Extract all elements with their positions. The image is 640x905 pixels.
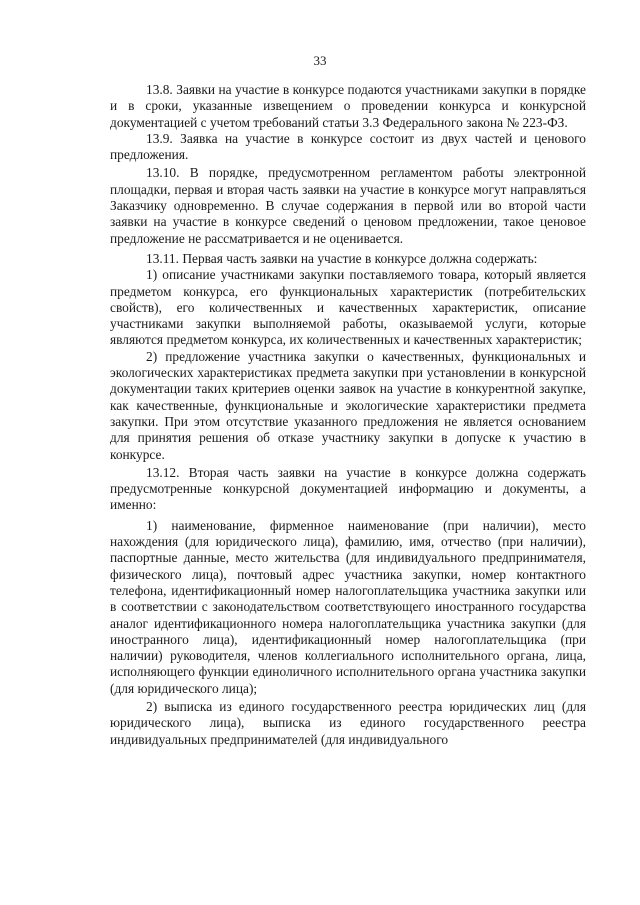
document-body [110,82,586,748]
paragraph-13-11: 13.11. Первая часть заявки на участие в конкурсе должна содержать: [146,250,538,266]
paragraph-13-10: 13.10. В порядке, предусмотренном регламентом работы электронной площадки, первая и вторая часть заявки на участие в конкурсе могут направляться Заказчику одновременно. В случае содержания в первой или во второй части заявки на участие в конкурсе сведений о ценовом предложении, такое ценовое предложение не рассматривается и не оценивается. [110,165,586,246]
paragraph-13-8: 13.8. Заявки на участие в конкурсе подаются участниками закупки в порядке и в сроки, указанные извещением о проведении конкурса и конкурсной документацией с учетом требований статьи 3.3 Федерального закона № 223-ФЗ. [110,82,586,130]
paragraph-13-12-item-2: 2) выписка из единого государственного реестра юридических лиц (для юридического лица), выписка из единого государственного реестра индивидуальных предпринимателей (для индивидуального [110,698,586,747]
paragraph-13-12-item-1: 1) наименование, фирменное наименование (при наличии), место нахождения (для юридического лица), фамилию, имя, отчество (при наличии), паспортные данные, место жительства (для индивидуального предпринимателя, физического лица), почтовый адрес участника закупки, номер контактного телефона, идентификационный номер налогоплательщика участника закупки или в соответствии с законодательством соответствующего иностранного государства аналог идентификационного номера налогоплательщика участника закупки (для иностранного лица), идентификационный номер налогоплательщика (при наличии) руководителя, членов коллегиального исполнительного органа, лица, исполняющего функции единоличного исполнительного органа участника закупки (для юридического лица); [110,517,586,696]
paragraph-13-9: 13.9. Заявка на участие в конкурсе состоит из двух частей и ценового предложения. [110,130,586,163]
paragraph-13-12: 13.12. Вторая часть заявки на участие в конкурсе должна содержать предусмотренные конкурсной документацией информацию и документы, а именно: [110,464,586,513]
paragraph-13-11-item-1: 1) описание участниками закупки поставляемого товара, который является предметом конкурса, его функциональных характеристик (потребительских свойств), его количественных и качественных характеристик, описание участниками закупки выполняемой работы, оказываемой услуги, которые являются предметом конкурса, их количественных и качественных характеристик; [110,267,586,348]
paragraph-13-11-item-2: 2) предложение участника закупки о качественных, функциональных и экологических характеристиках предмета закупки при установлении в конкурсной документации таких критериев оценки заявок на участие в конкурентной закупке, как качественные, функциональные и экологические характеристики предмета закупки. При этом отсутствие указанного предложения не является основанием для принятия решения об отказе участнику закупки в допуске к участию в конкурсе. [110,348,586,462]
page-number: 33 [313,53,327,68]
